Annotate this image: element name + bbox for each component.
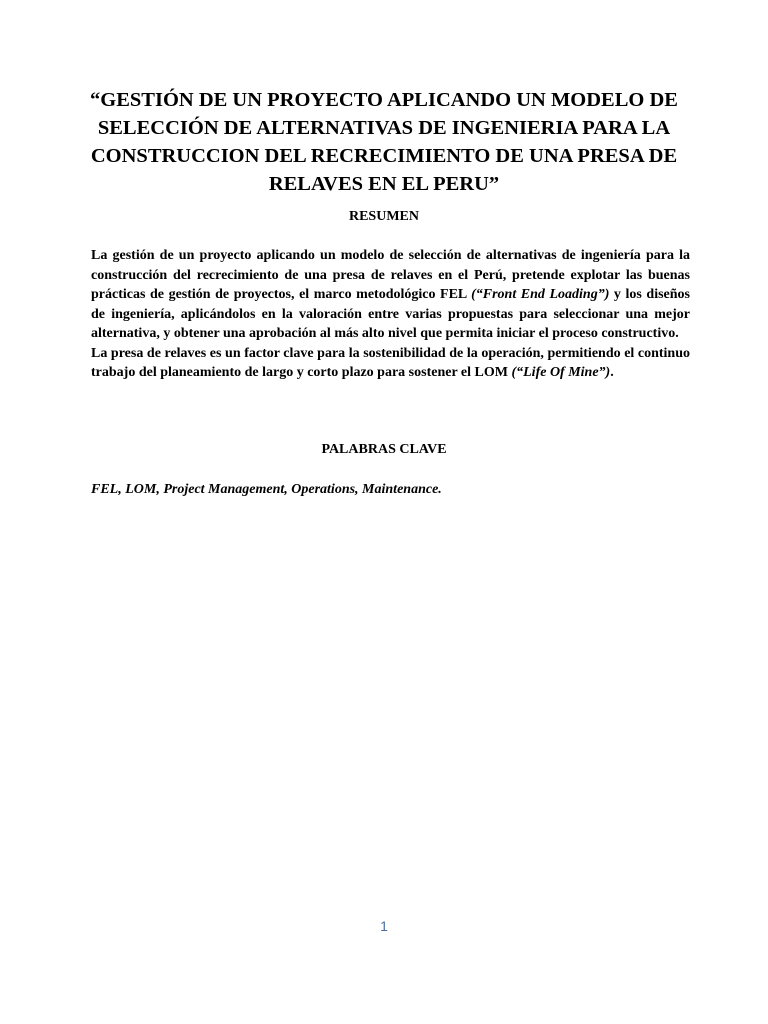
abstract-p2-text-start: La presa de relaves es un factor clave para la sostenibilidad de la operación, permitiendo el continuo trabajo del planeamiento de largo y corto plazo para sostener el LOM xyxy=(91,345,690,380)
page-number: 1 xyxy=(380,918,388,934)
keywords-list: FEL, LOM, Project Management, Operations, Maintenance. xyxy=(91,482,442,497)
abstract-p1-text-end: y los diseños de ingeniería, aplicándolos en la valoración entre varias propuestas para seleccionar una mejor alternativa, y obtener una aprobación al más alto nivel que permita iniciar el proceso constructivo. xyxy=(91,287,690,341)
abstract-body xyxy=(91,246,690,383)
document-title: “GESTIÓN DE UN PROYECTO APLICANDO UN MODELO DE SELECCIÓN DE ALTERNATIVAS DE INGENIERIA PARA LA CONSTRUCCION DEL RECRECIMIENTO DE UNA PRESA DE RELAVES EN EL PERU” xyxy=(90,89,678,195)
abstract-paragraph-2 xyxy=(91,344,690,383)
abstract-p2-text-end: . xyxy=(610,365,614,380)
abstract-p1-italic: (“Front End Loading”) xyxy=(471,287,610,302)
abstract-p1-text-start: La gestión de un proyecto aplicando un modelo de selección de alternativas de ingeniería para la construcción del recrecimiento de una presa de relaves en el Perú, pretende explotar las buenas prácticas de gestión de proyectos, el marco metodológico FEL xyxy=(91,248,690,302)
abstract-paragraph-1 xyxy=(91,246,690,344)
abstract-p2-italic: (“Life Of Mine”) xyxy=(511,365,611,380)
abstract-heading: RESUMEN xyxy=(348,209,419,224)
keywords-heading: PALABRAS CLAVE xyxy=(321,442,447,457)
